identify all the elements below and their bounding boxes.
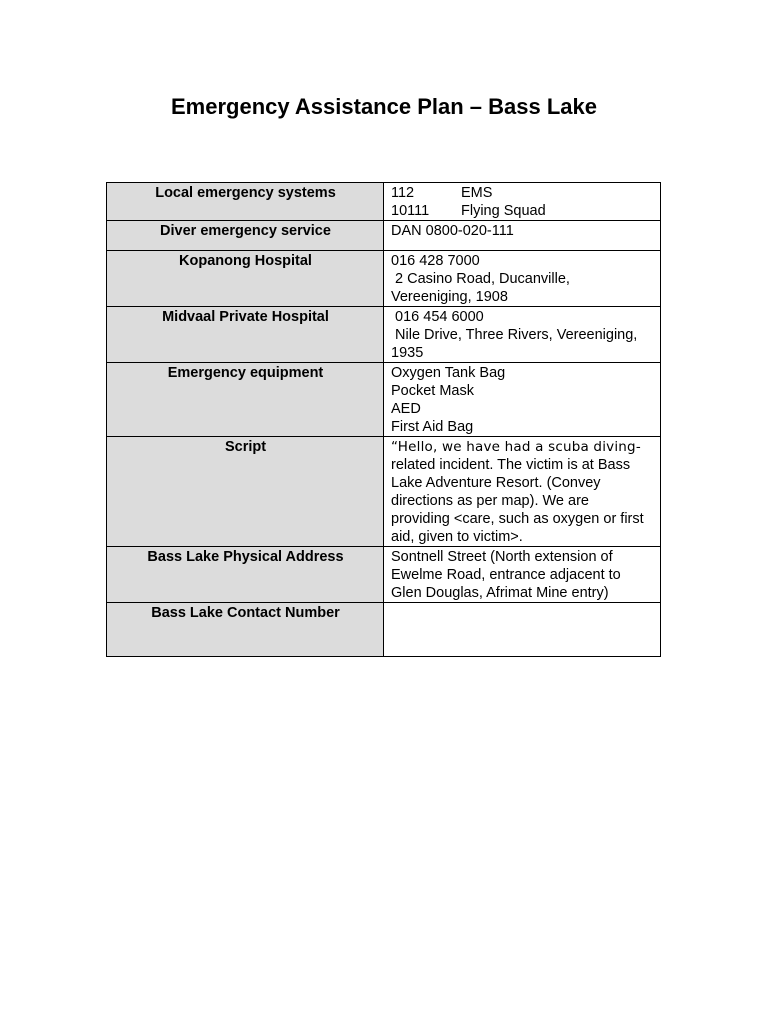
list-item: Lake Adventure Resort. (Convey (391, 475, 601, 491)
emergency-plan-table (106, 182, 661, 657)
list-item: AED (391, 401, 421, 417)
row-value (384, 183, 661, 221)
list-item: 016 454 6000 (391, 309, 484, 325)
row-label: Local emergency systems (107, 183, 384, 221)
list-item: 112 EMS (391, 185, 493, 201)
row-label: Midvaal Private Hospital (107, 307, 384, 363)
table-row-emergency-equipment (107, 363, 661, 437)
table-row-local-emergency (107, 183, 661, 221)
list-item: 2 Casino Road, Ducanville, (391, 271, 570, 287)
row-label: Kopanong Hospital (107, 251, 384, 307)
table-row-contact-number (107, 603, 661, 657)
row-value (384, 437, 661, 547)
row-value (384, 603, 661, 657)
row-value (384, 307, 661, 363)
row-value (384, 547, 661, 603)
table-row-kopanong-hospital (107, 251, 661, 307)
row-value (384, 251, 661, 307)
list-item: “Hello, we have had a scuba diving- (391, 439, 641, 455)
row-label: Bass Lake Contact Number (107, 603, 384, 657)
row-label: Bass Lake Physical Address (107, 547, 384, 603)
table-row-diver-emergency (107, 221, 661, 251)
list-item: providing <care, such as oxygen or first (391, 511, 644, 527)
list-item: 10111 Flying Squad (391, 203, 546, 219)
table-row-script (107, 437, 661, 547)
table-row-physical-address (107, 547, 661, 603)
list-item: directions as per map). We are (391, 493, 589, 509)
row-label: Emergency equipment (107, 363, 384, 437)
list-item: related incident. The victim is at Bass (391, 457, 631, 473)
row-value: DAN 0800-020-111 (384, 221, 661, 251)
list-item: Sontnell Street (North extension of (391, 549, 613, 565)
list-item: Nile Drive, Three Rivers, Vereeniging, (391, 327, 638, 343)
page-title: Emergency Assistance Plan – Bass Lake (171, 94, 597, 119)
row-label: Diver emergency service (107, 221, 384, 251)
row-value (384, 363, 661, 437)
list-item: aid, given to victim>. (391, 529, 523, 545)
list-item: First Aid Bag (391, 419, 474, 435)
list-item: Pocket Mask (391, 383, 474, 399)
list-item: Vereeniging, 1908 (391, 289, 508, 305)
list-item: Oxygen Tank Bag (391, 365, 506, 381)
row-label: Script (107, 437, 384, 547)
list-item: 1935 (391, 345, 424, 361)
list-item: Glen Douglas, Afrimat Mine entry) (391, 585, 609, 601)
list-item: Ewelme Road, entrance adjacent to (391, 567, 621, 583)
table-row-midvaal-hospital (107, 307, 661, 363)
list-item: 016 428 7000 (391, 253, 480, 269)
